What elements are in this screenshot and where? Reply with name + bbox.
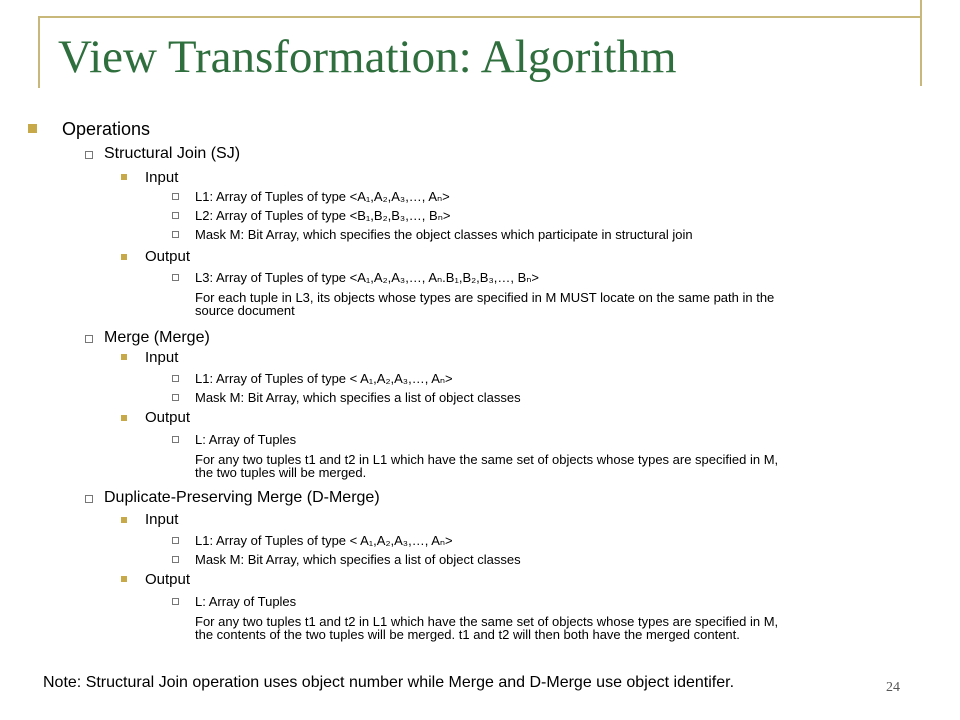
sj-heading: Structural Join (SJ) (104, 145, 241, 162)
hollow-square-bullet-icon (172, 394, 179, 401)
merge-description-line-2: the two tuples will be merged. (195, 465, 367, 480)
hollow-square-bullet-icon (172, 556, 179, 563)
merge-output-label: Output (145, 409, 191, 426)
sj-output-label: Output (145, 248, 191, 265)
square-bullet-icon (121, 576, 127, 582)
dmerge-mask-item: Mask M: Bit Array, which specifies a list of object classes (195, 552, 521, 567)
dmerge-l1-item: L1: Array of Tuples of type < A₁,A₂,A₃,…, Aₙ> (195, 533, 453, 548)
sj-l2-item: L2: Array of Tuples of type <B₁,B₂,B₃,…, Bₙ> (195, 208, 451, 223)
square-bullet-icon (121, 174, 127, 180)
merge-heading: Merge (Merge) (104, 329, 210, 346)
sj-l3-item: L3: Array of Tuples of type <A₁,A₂,A₃,…, Aₙ.B₁,B₂,B₃,…, Bₙ> (195, 270, 540, 285)
sj-mask-item: Mask M: Bit Array, which specifies the object classes which participate in structural join (195, 227, 693, 242)
hollow-square-bullet-icon (172, 436, 179, 443)
hollow-square-bullet-icon (172, 212, 179, 219)
merge-description (195, 453, 915, 479)
merge-input-label: Input (145, 349, 179, 366)
merge-mask-item: Mask M: Bit Array, which specifies a list of object classes (195, 390, 521, 405)
dmerge-output-label: Output (145, 571, 191, 588)
footnote: Note: Structural Join operation uses object number while Merge and D-Merge use object identifer. (43, 674, 735, 691)
sj-l1-item: L1: Array of Tuples of type <A₁,A₂,A₃,…, Aₙ> (195, 189, 450, 204)
merge-description-line-1: For any two tuples t1 and t2 in L1 which have the same set of objects whose types are specified in M, (195, 452, 779, 467)
hollow-square-bullet-icon (85, 151, 93, 159)
slide-title: View Transformation: Algorithm (58, 31, 677, 83)
sj-description-line-2: source document (195, 303, 295, 318)
hollow-square-bullet-icon (172, 598, 179, 605)
hollow-square-bullet-icon (172, 274, 179, 281)
square-bullet-icon (121, 354, 127, 360)
dmerge-input-label: Input (145, 511, 179, 528)
sj-description-line-1: For each tuple in L3, its objects whose types are specified in M MUST locate on the same path in the (195, 290, 775, 305)
square-bullet-icon (121, 517, 127, 523)
square-bullet-icon (121, 254, 127, 260)
merge-l-item: L: Array of Tuples (195, 432, 297, 447)
dmerge-description-line-1: For any two tuples t1 and t2 in L1 which have the same set of objects whose types are specified in M, (195, 614, 779, 629)
sj-description (195, 291, 915, 317)
frame-top-line (38, 16, 922, 18)
hollow-square-bullet-icon (85, 335, 93, 343)
dmerge-heading: Duplicate-Preserving Merge (D-Merge) (104, 489, 380, 506)
sj-input-label: Input (145, 169, 179, 186)
hollow-square-bullet-icon (172, 375, 179, 382)
hollow-square-bullet-icon (172, 537, 179, 544)
page-number: 24 (886, 680, 900, 695)
frame-left-line (38, 16, 40, 88)
square-bullet-icon (121, 415, 127, 421)
operations-heading: Operations (62, 119, 151, 139)
hollow-square-bullet-icon (85, 495, 93, 503)
merge-l1-item: L1: Array of Tuples of type < A₁,A₂,A₃,…, Aₙ> (195, 371, 453, 386)
dmerge-l-item: L: Array of Tuples (195, 594, 297, 609)
square-bullet-icon (28, 124, 37, 133)
hollow-square-bullet-icon (172, 193, 179, 200)
frame-right-line (920, 0, 922, 86)
hollow-square-bullet-icon (172, 231, 179, 238)
dmerge-description-line-2: the contents of the two tuples will be merged. t1 and t2 will then both have the merged content. (195, 627, 740, 642)
dmerge-description (195, 615, 915, 641)
